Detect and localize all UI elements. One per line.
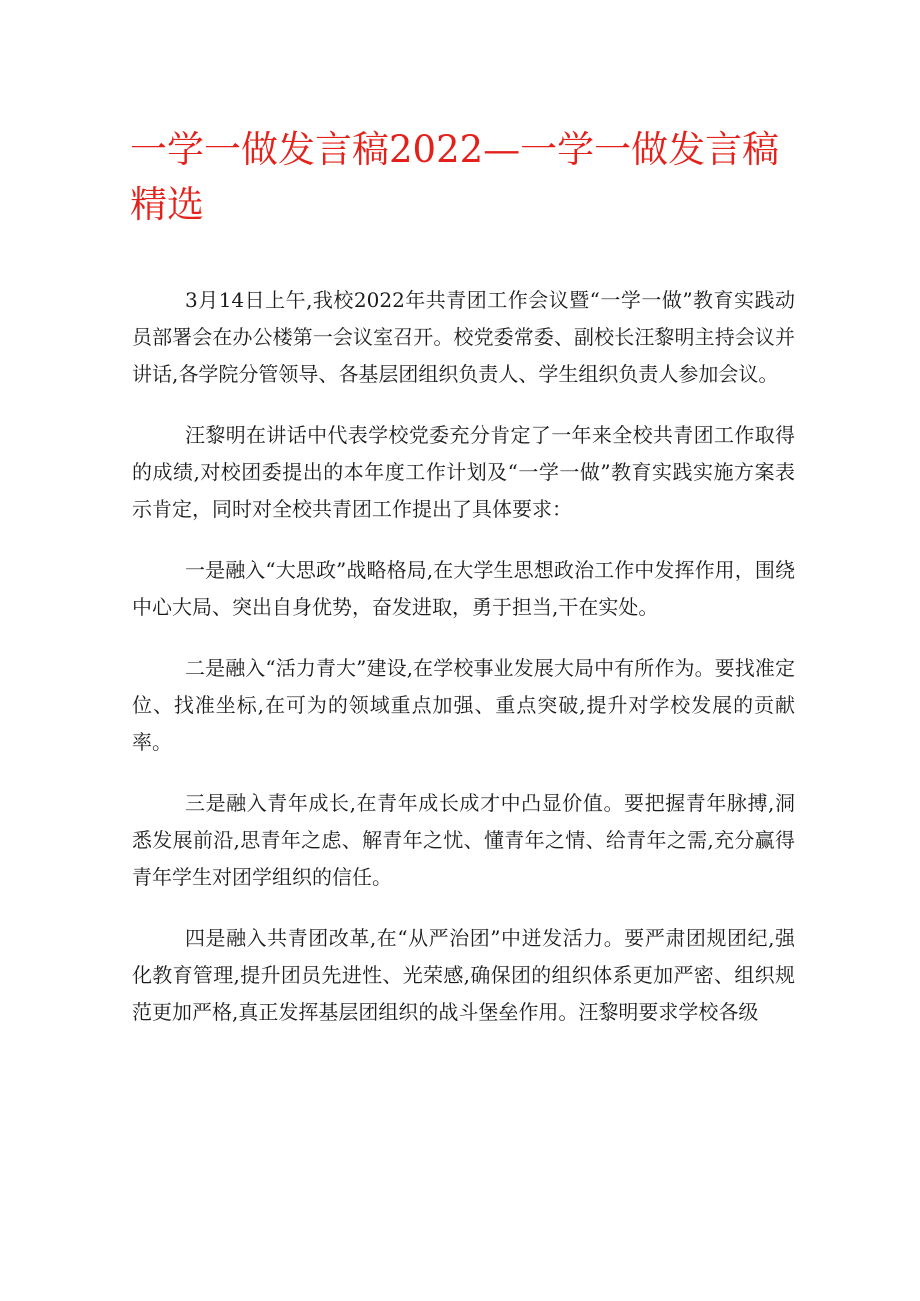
paragraph: 四是融入共青团改革,在“从严治团”中迸发活力。要严肃团规团纪,强化教育管理,提升团员先进性、光荣感,确保团的组织体系更加严密、组织规范更加严格,真正发挥基层团组织的战斗堡垒作用。汪黎明要求学校各级 — [132, 926, 795, 1024]
paragraph: 一是融入“大思政”战略格局,在大学生思想政治工作中发挥作用，围绕中心大局、突出自身优势，奋发进取，勇于担当,干在实处。 — [132, 558, 795, 619]
paragraph: 3月14日上午,我校2022年共青团工作会议暨“一学一做”教育实践动员部署会在办公楼第一会议室召开。校党委常委、副校长汪黎明主持会议并讲话,各学院分管领导、各基层团组织负责人、学生组织负责人参加会议。 — [132, 288, 795, 386]
paragraph: 三是融入青年成长,在青年成长成才中凸显价值。要把握青年脉搏,洞悉发展前沿,思青年之虑、解青年之忧、懂青年之情、给青年之需,充分赢得青年学生对团学组织的信任。 — [132, 791, 795, 889]
document-title: 一学一做发言稿2022—一学一做发言稿精选 — [130, 128, 780, 226]
paragraph: 二是融入“活力青大”建设,在学校事业发展大局中有所作为。要找准定位、找准坐标,在可为的领域重点加强、重点突破,提升对学校发展的贡献率。 — [132, 656, 795, 754]
paragraph: 汪黎明在讲话中代表学校党委充分肯定了一年来全校共青团工作取得的成绩,对校团委提出的本年度工作计划及“一学一做”教育实践实施方案表示肯定，同时对全校共青团工作提出了具体要求： — [132, 423, 795, 521]
document-body — [132, 282, 795, 1055]
